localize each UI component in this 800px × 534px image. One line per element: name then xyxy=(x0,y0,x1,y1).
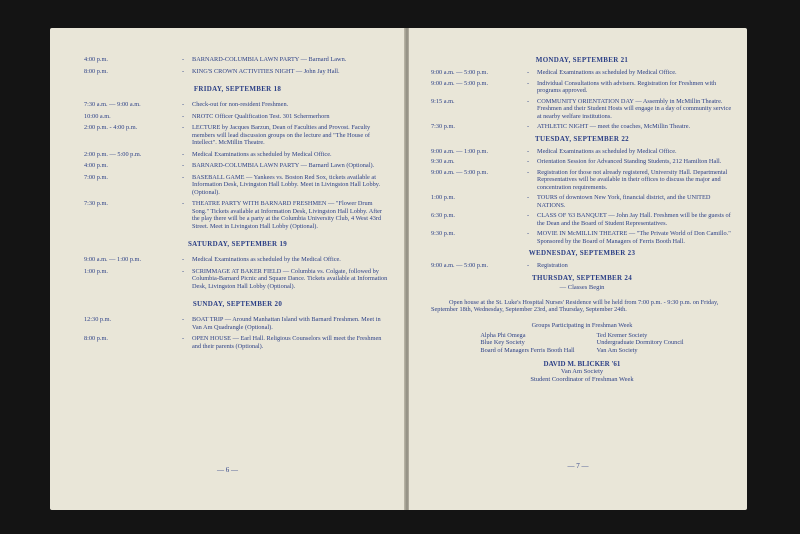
classes-begin-note: — Classes Begin xyxy=(559,283,605,291)
signature-block xyxy=(431,360,733,384)
day-heading: SUNDAY, SEPTEMBER 20 xyxy=(192,300,283,308)
entry-time: 7:30 p.m. xyxy=(84,200,108,207)
schedule-entry xyxy=(431,194,733,209)
schedule-entry xyxy=(431,148,733,156)
group-name: Board of Managers Ferris Booth Hall xyxy=(480,346,575,354)
schedule-entry xyxy=(84,335,391,350)
entry-time: 9:00 a.m. — 5:00 p.m. xyxy=(431,79,489,87)
page-number-left: — 6 — xyxy=(217,466,238,474)
entry-time: 9:15 a.m. xyxy=(431,97,455,105)
schedule-entry xyxy=(84,68,391,76)
schedule-entry xyxy=(431,123,733,131)
schedule-entry xyxy=(84,200,391,230)
entry-time: 2:00 p.m. - 4:00 p.m. xyxy=(84,124,138,131)
entry-description: - BARNARD-COLUMBIA LAWN PARTY — Barnard Lawn. xyxy=(182,56,391,64)
groups-column-left xyxy=(480,332,574,355)
entry-description: - LECTURE by Jacques Barzun, Dean of Faculties and Provost. Faculty members will lead discussion groups on the lecture and "The House of Intellect". McMillin Theatre. xyxy=(182,124,391,147)
day-heading: MONDAY, SEPTEMBER 21 xyxy=(535,56,629,64)
schedule-entry xyxy=(84,256,391,264)
schedule-entry xyxy=(84,174,391,197)
left-page xyxy=(50,28,405,510)
entry-description: - Check-out for non-resident Freshmen. xyxy=(182,101,391,109)
right-schedule xyxy=(431,56,733,270)
entry-description: - ATHLETIC NIGHT — meet the coaches, McMillin Theatre. xyxy=(527,123,733,131)
entry-time: 9:00 a.m. — 5:00 p.m. xyxy=(431,69,489,76)
group-name: Blue Key Society xyxy=(480,339,525,346)
entry-description: - CLASS OF '63 BANQUET — John Jay Hall. Freshmen will be the guests of the Dean and the Board of Student Representatives. xyxy=(527,212,733,227)
entry-description: - OPEN HOUSE — Earl Hall. Religious Counselors will meet the Freshmen and their parents (Optional). xyxy=(182,335,391,350)
signature-title: Student Coordinator of Freshman Week xyxy=(530,376,634,383)
schedule-entry xyxy=(84,113,391,121)
page-number-right: — 7 — xyxy=(567,462,589,470)
group-name: Ted Kremer Society xyxy=(596,331,648,339)
entry-time: 9:00 a.m. — 5:00 p.m. xyxy=(431,168,489,176)
schedule-entry xyxy=(84,124,391,147)
group-name: Alpha Phi Omega xyxy=(480,331,526,339)
schedule-entry xyxy=(431,80,733,95)
group-name: Undergraduate Dormitory Council xyxy=(596,339,684,346)
entry-description: - Medical Examinations as scheduled by Medical Office. xyxy=(527,69,733,77)
schedule-entry xyxy=(431,158,733,166)
groups-column-right xyxy=(597,332,684,355)
day-heading: TUESDAY, SEPTEMBER 22 xyxy=(535,134,629,143)
entry-description: - Orientation Session for Advanced Standing Students, 212 Hamilton Hall. xyxy=(527,158,733,166)
schedule-entry xyxy=(84,162,391,170)
schedule-entry xyxy=(84,316,391,331)
schedule-entry xyxy=(431,69,733,77)
schedule-entry xyxy=(431,230,733,245)
entry-description: - TOURS of downtown New York, financial district, and the UNITED NATIONS. xyxy=(527,194,733,209)
entry-description: - NROTC Officer Qualification Test. 301 Schermerhorn xyxy=(182,113,391,121)
signature-org: Van Am Society xyxy=(560,368,604,375)
schedule-entry xyxy=(431,212,733,227)
entry-description: - BASEBALL GAME — Yankees vs. Boston Red Sox, tickets available at Information Desk, Livingston Hall Lobby. Meet in Livingston Hall Lobby. (Optional). xyxy=(182,174,391,197)
left-schedule xyxy=(84,56,391,350)
entry-time: 4:00 p.m. xyxy=(84,162,108,169)
entry-time: 8:00 p.m. xyxy=(84,335,108,342)
entry-description: - Medical Examinations as scheduled by the Medical Office. xyxy=(182,256,391,264)
day-heading: WEDNESDAY, SEPTEMBER 23 xyxy=(528,249,636,257)
day-heading: FRIDAY, SEPTEMBER 18 xyxy=(193,85,282,93)
entry-description: - KING'S CROWN ACTIVITIES NIGHT — John Jay Hall. xyxy=(182,68,391,76)
entry-description: - MOVIE IN McMILLIN THEATRE — "The Private World of Don Camillo." Sponsored by the Board of Managers of Ferris Booth Hall. xyxy=(527,230,733,245)
entry-time: 2:00 p.m. — 5:00 p.m. xyxy=(84,150,142,158)
entry-time: 6:30 p.m. xyxy=(431,212,455,219)
groups-title: Groups Participating in Freshman Week xyxy=(531,321,633,329)
day-heading: THURSDAY, SEPTEMBER 24 xyxy=(531,273,633,282)
entry-description: - Medical Examinations as scheduled by Medical Office. xyxy=(182,151,391,159)
entry-description: - COMMUNITY ORIENTATION DAY — Assembly in McMillin Theatre. Freshmen and their Student Hosts will engage in a day of community service at nearby welfare institutions. xyxy=(527,98,733,121)
schedule-entry xyxy=(84,268,391,291)
entry-description: - Individual Consultations with advisers. Registration for Freshmen with programs approved. xyxy=(527,80,733,95)
entry-time: 7:00 p.m. xyxy=(84,173,108,181)
entry-time: 9:30 p.m. xyxy=(431,230,455,237)
entry-time: 1:00 p.m. xyxy=(431,194,455,201)
entry-time: 9:00 a.m. — 1:00 p.m. xyxy=(84,256,142,263)
schedule-entry xyxy=(84,101,391,109)
entry-description: - Registration for those not already registered, University Hall. Departmental Representatives will be available in their offices to discuss the major and concentration requirements. xyxy=(527,169,733,192)
entry-description: - THEATRE PARTY WITH BARNARD FRESHMEN — "Flower Drum Song." Tickets available at Information Desk, Livingston Hall Lobby. After the play there will be a party at the Columbia University Club, 4 West 43rd Street. Meet in Livingston Hall Lobby (Optional). xyxy=(182,200,391,230)
entry-time: 12:30 p.m. xyxy=(84,316,112,323)
entry-description: - SCRIMMAGE AT BAKER FIELD — Columbia vs. Colgate, followed by Columbia-Barnard Picnic and Square Dance. Tickets available at Information Desk, Livingston Hall Lobby (Optional). xyxy=(182,268,391,291)
entry-description: - BOAT TRIP — Around Manhattan Island with Barnard Freshmen. Meet in Van Am Quadrangle (Optional). xyxy=(182,316,391,331)
signature-name: DAVID M. BLICKER '61 xyxy=(543,360,621,368)
entry-time: 10:00 a.m. xyxy=(84,112,111,120)
entry-time: 7:30 p.m. xyxy=(431,123,455,130)
entry-time: 7:30 a.m. — 9:00 a.m. xyxy=(84,101,141,108)
day-heading: SATURDAY, SEPTEMBER 19 xyxy=(187,240,288,248)
entry-description: - Medical Examinations as scheduled by Medical Office. xyxy=(527,148,733,156)
entry-time: 8:00 p.m. xyxy=(84,67,108,75)
entry-time: 9:00 a.m. — 5:00 p.m. xyxy=(431,262,489,269)
entry-time: 4:00 p.m. xyxy=(84,56,108,63)
entry-time: 1:00 p.m. xyxy=(84,267,108,275)
group-name: Van Am Society xyxy=(596,346,638,354)
entry-time: 9:30 a.m. xyxy=(431,158,455,165)
open-house-paragraph: Open house at the St. Luke's Hospital Nurses' Residence will be held from 7:00 p.m. - 9:30 p.m. on Friday, September 18th, Wednesday, September 23rd, and Thursday, September 24th. xyxy=(431,298,719,313)
schedule-entry xyxy=(84,151,391,159)
schedule-entry xyxy=(431,262,733,270)
entry-description: - BARNARD-COLUMBIA LAWN PARTY — Barnard Lawn (Optional). xyxy=(182,162,391,170)
schedule-entry xyxy=(84,56,391,64)
entry-time: 9:00 a.m. — 1:00 p.m. xyxy=(431,147,489,155)
schedule-entry xyxy=(431,98,733,121)
entry-description: - Registration xyxy=(527,262,733,270)
schedule-entry xyxy=(431,169,733,192)
right-page xyxy=(409,28,747,510)
groups-list xyxy=(431,332,733,355)
